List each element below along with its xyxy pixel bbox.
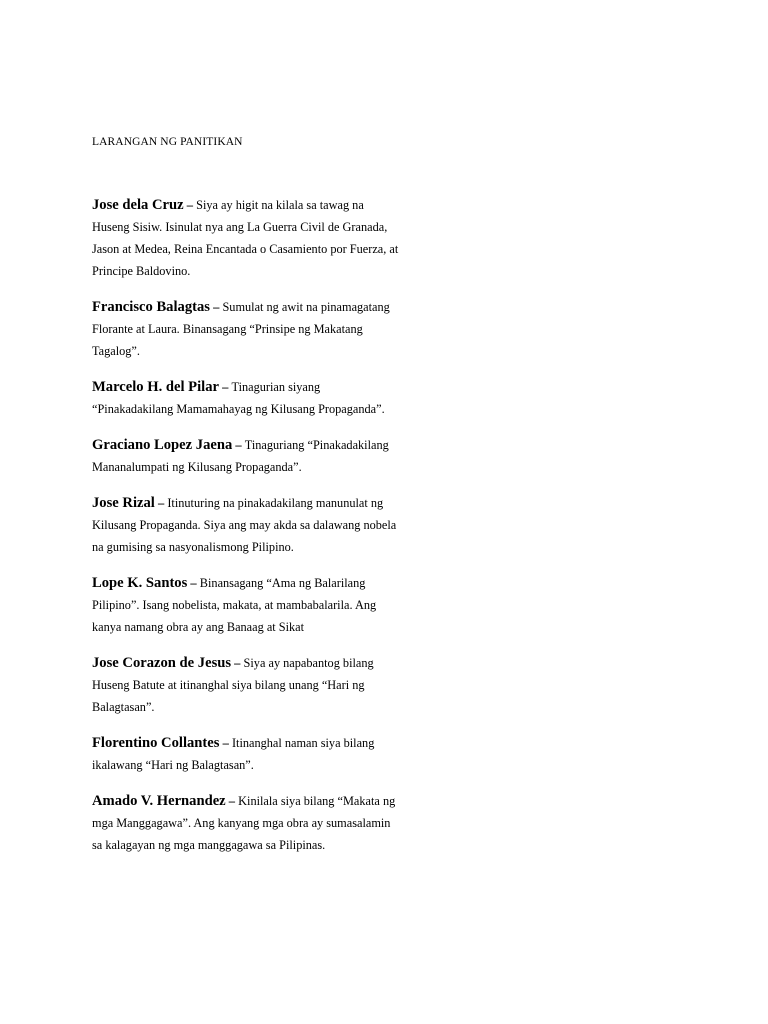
author-entry-jose-rizal [92,492,402,558]
separator-dash: – [183,198,197,212]
author-entry-francisco-balagtas [92,296,402,362]
author-description: Sumulat ng awit na pinamagatang Florante at Laura. Binansagang “Prinsipe ng Makatang Tagalog”. [92,300,390,358]
author-name: Marcelo H. del Pilar [92,379,219,395]
author-entry-lope-santos [92,572,402,638]
author-description: Siya ay napabantog bilang Huseng Batute at itinanghal siya bilang unang “Hari ng Balagtasan”. [92,656,374,714]
author-list [92,194,402,870]
separator-dash: – [225,794,239,808]
author-entry-amado-hernandez [92,790,402,856]
author-name: Lope K. Santos [92,575,188,591]
author-name: Francisco Balagtas [92,299,210,315]
author-entry-marcelo-del-pilar [92,376,402,420]
separator-dash: – [219,736,232,750]
author-name: Graciano Lopez Jaena [92,437,233,453]
author-name: Jose dela Cruz [92,197,184,213]
author-description: Siya ay higit na kilala sa tawag na Huseng Sisiw. Isinulat nya ang La Guerra Civil de Granada, Jason at Medea, Reina Encantada o Casamiento por Fuerza, at Principe Baldovino. [92,198,399,278]
author-name: Jose Corazon de Jesus [92,655,232,671]
author-description: Itinanghal naman siya bilang ikalawang “Hari ng Balagtasan”. [92,736,375,772]
author-description: Binansagang “Ama ng Balarilang Pilipino”. Isang nobelista, makata, at mambabalarila. Ang kanya namang obra ay ang Banaag at Sikat [92,576,377,634]
author-description: Tinaguriang “Pinakadakilang Mananalumpati ng Kilusang Propaganda”. [92,438,389,474]
author-description: Tinagurian siyang “Pinakadakilang Mamamahayag ng Kilusang Propaganda”. [92,380,385,416]
author-entry-jose-dela-cruz [92,194,402,282]
separator-dash: – [232,438,245,452]
separator-dash: – [231,656,244,670]
author-entry-graciano-lopez-jaena [92,434,402,478]
separator-dash: – [209,300,223,314]
author-name: Amado V. Hernandez [92,793,226,809]
author-entry-florentino-collantes [92,732,402,776]
separator-dash: – [154,496,168,510]
separator-dash: – [218,380,232,394]
author-description: Kinilala siya bilang “Makata ng mga Manggagawa”. Ang kanyang mga obra ay sumasalamin sa kalagayan ng mga manggagawa sa Pilipinas. [92,794,396,852]
document-title: LARANGAN NG PANITIKAN [92,136,243,148]
author-entry-jose-corazon-de-jesus [92,652,402,718]
author-name: Florentino Collantes [92,735,220,751]
separator-dash: – [187,576,200,590]
author-name: Jose Rizal [92,495,155,511]
author-description: Itinuturing na pinakadakilang manunulat ng Kilusang Propaganda. Siya ang may akda sa dalawang nobela na gumising sa nasyonalismong Pilipino. [92,496,397,554]
